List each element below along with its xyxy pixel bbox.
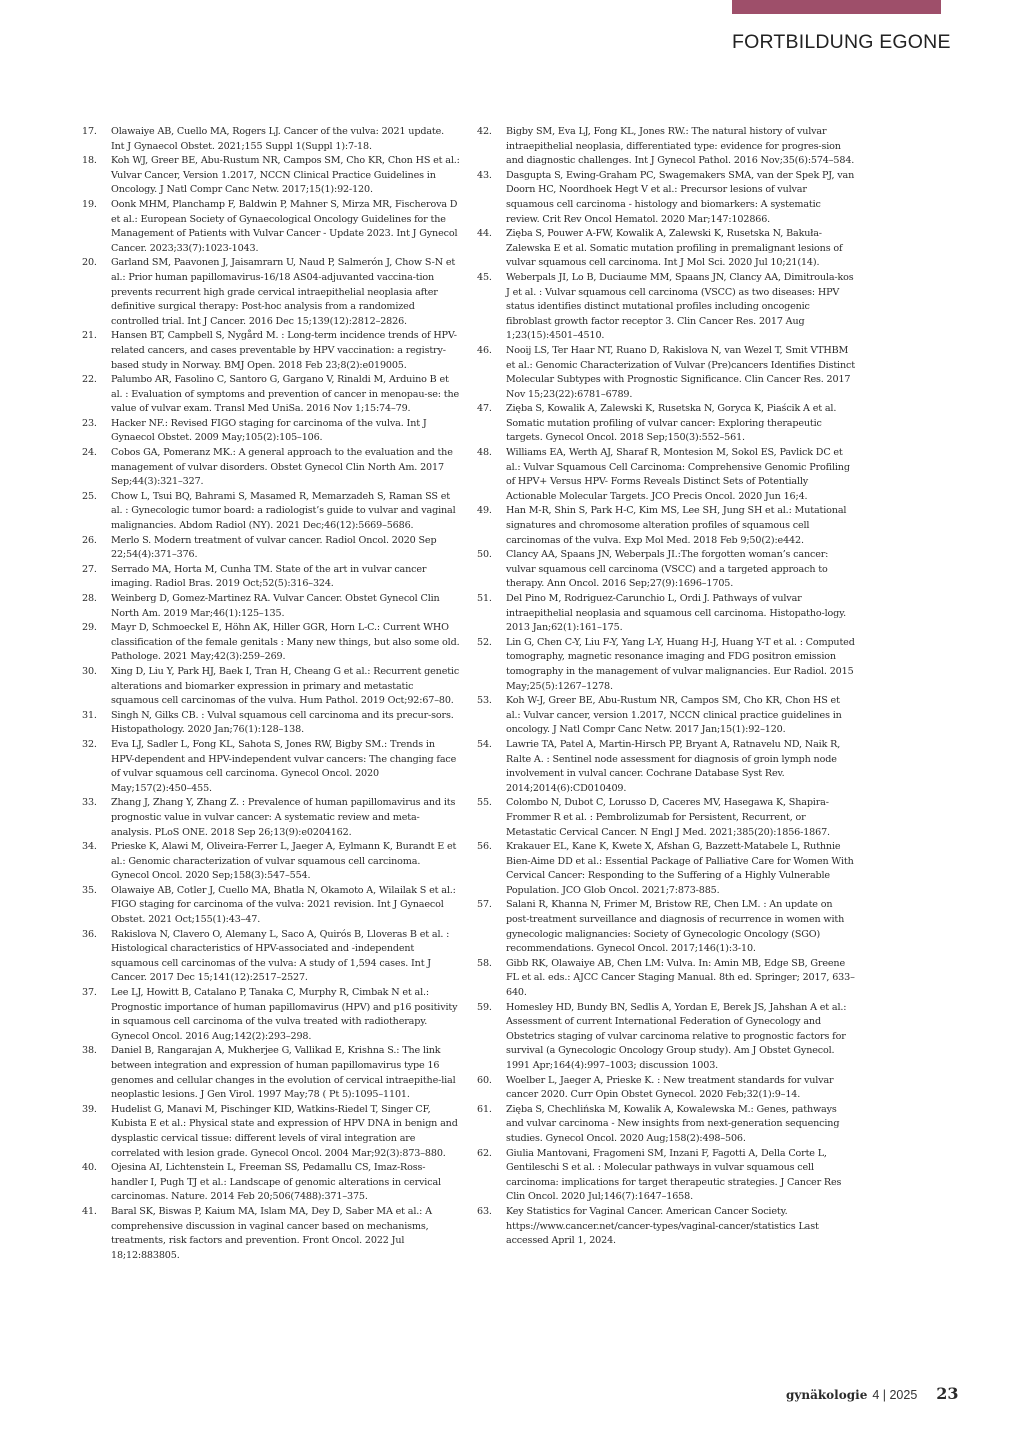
reference-item [82, 256, 460, 329]
reference-text: Colombo N, Dubot C, Lorusso D, Caceres MV, Hasegawa K, Shapira-Frommer R et al. : Pembrolizumab for Persistent, Recurrent, or Metastatic Cervical Cancer. N Engl J Med. 2021;385(20):1856-1867. [506, 797, 830, 838]
reference-number: 40. [82, 1162, 97, 1174]
reference-item [477, 1074, 855, 1103]
reference-text: Olawaiye AB, Cotler J, Cuello MA, Bhatla N, Okamoto A, Wilailak S et al.: FIGO staging for carcinoma of the vulva: 2021 revision. Int J Gynaecol Obstet. 2021 Oct;155(1):43–47. [111, 884, 456, 926]
reference-item [82, 665, 460, 709]
reference-item [477, 1103, 855, 1147]
reference-text: Rakislova N, Clavero O, Alemany L, Saco A, Quirós B, Lloveras B et al. : Histological characteristics of HPV-associated and -independent squamous cell carcinomas of the vulva: A study of 1,594 cases. Int J Cancer. 2017 Dec 15;141(12):2517–2527. [111, 928, 450, 984]
reference-text: Lee LJ, Howitt B, Catalano P, Tanaka C, Murphy R, Cimbak N et al.: Prognostic importance of human papillomavirus (HPV) and p16 positivity in squamous cell carcinoma of the vulva treated with radiotherapy. Gynecol Oncol. 2016 Aug;142(2):293–298. [111, 987, 458, 1042]
reference-text: Homesley HD, Bundy BN, Sedlis A, Yordan E, Berek JS, Jahshan A et al.: Assessment of current International Federation of Gynecology and Obstetrics staging of vulvar carcinoma relative to prognostic factors for survival (a Gynecologic Oncology Group study). Am J Obstet Gynecol. 1991 Apr;164(4):997–1003; discussion 1003. [506, 1001, 847, 1071]
reference-number: 51. [477, 593, 492, 604]
reference-item [82, 986, 460, 1044]
reference-text: Dasgupta S, Ewing-Graham PC, Swagemakers SMA, van der Spek PJ, van Doorn HC, Noordhoek Hegt V et al.: Precursor lesions of vulvar squamous cell carcinoma - histology and biomarkers: A systematic review. Crit Rev Oncol Hematol. 2020 Mar;147:102866. [506, 169, 855, 225]
reference-text: Chow L, Tsui BQ, Bahrami S, Masamed R, Memarzadeh S, Raman SS et al. : Gynecologic tumor board: a radiologist’s guide to vulvar and vaginal malignancies. Abdom Radiol (NY). 2021 Dec;46(12):5669–5686. [111, 490, 456, 532]
reference-number: 27. [82, 563, 97, 575]
reference-item [477, 796, 855, 840]
reference-number: 49. [477, 505, 492, 517]
reference-item [477, 169, 855, 227]
reference-item [82, 840, 460, 884]
reference-item [82, 198, 460, 256]
page-footer [786, 1384, 959, 1403]
reference-item [477, 227, 855, 271]
reference-item [477, 592, 855, 636]
reference-number: 52. [477, 636, 492, 648]
reference-item [477, 1205, 855, 1249]
reference-item [477, 636, 855, 694]
reference-item [82, 621, 460, 665]
reference-number: 57. [477, 899, 492, 911]
reference-text: Serrado MA, Horta M, Cunha TM. State of the art in vulvar cancer imaging. Radiol Bras. 2019 Oct;52(5):316–324. [111, 563, 427, 590]
references-right-column [477, 125, 855, 1249]
reference-number: 24. [82, 447, 97, 459]
reference-number: 63. [477, 1205, 492, 1217]
reference-text: Del Pino M, Rodriguez-Carunchio L, Ordi J. Pathways of vulvar intraepithelial neoplasia and squamous cell carcinoma. Histopatho-logy. 2013 Jan;62(1):161–175. [506, 593, 847, 634]
reference-item [82, 1161, 460, 1205]
reference-text: Olawaiye AB, Cuello MA, Rogers LJ. Cancer of the vulva: 2021 update. Int J Gynaecol Obstet. 2021;155 Suppl 1(Suppl 1):7-18. [111, 126, 445, 152]
reference-item [82, 738, 460, 796]
reference-number: 26. [82, 534, 97, 546]
reference-item [82, 154, 460, 198]
reference-item [82, 928, 460, 986]
reference-text: Mayr D, Schmoeckel E, Höhn AK, Hiller GGR, Horn L-C.: Current WHO classification of the female genitals : Many new things, but also some old. Pathologe. 2021 May;42(3):259–269. [111, 622, 460, 663]
reference-text: Han M-R, Shin S, Park H-C, Kim MS, Lee SH, Jung SH et al.: Mutational signatures and chromosome alteration profiles of squamous cell carcinomas of the vulva. Exp Mol Med. 2018 Feb 9;50(2):e442. [506, 505, 847, 546]
reference-item [82, 796, 460, 840]
reference-text: Zhang J, Zhang Y, Zhang Z. : Prevalence of human papillomavirus and its prognostic value in vulvar cancer: A systematic review and meta-analysis. PLoS ONE. 2018 Sep 26;13(9):e0204162. [111, 797, 456, 838]
reference-item [477, 898, 855, 956]
reference-item [477, 738, 855, 796]
reference-number: 55. [477, 797, 492, 809]
section-title: FORTBILDUNG EGONE [732, 31, 951, 53]
reference-item [82, 417, 460, 446]
reference-item [477, 957, 855, 1001]
reference-number: 42. [477, 126, 492, 137]
reference-item [477, 694, 855, 738]
reference-item [477, 271, 855, 344]
reference-number: 33. [82, 797, 97, 809]
reference-text: Xing D, Liu Y, Park HJ, Baek I, Tran H, Cheang G et al.: Recurrent genetic alterations and biomarker expression in primary and metastatic squamous cell carcinomas of the vulva. Hum Pathol. 2019 Oct;92:67–80. [111, 665, 460, 707]
reference-item [82, 373, 460, 417]
reference-number: 34. [82, 841, 97, 853]
reference-number: 32. [82, 738, 97, 750]
reference-text: Singh N, Gilks CB. : Vulval squamous cell carcinoma and its precur-sors. Histopathology. 2020 Jan;76(1):128–138. [111, 709, 454, 736]
reference-number: 62. [477, 1147, 492, 1159]
reference-number: 22. [82, 374, 97, 386]
reference-item [82, 1205, 460, 1263]
reference-text: Daniel B, Rangarajan A, Mukherjee G, Vallikad E, Krishna S.: The link between integration and expression of human papillomavirus type 16 genomes and cellular changes in the evolution of cervical intraepithe-lial neoplastic lesions. J Gen Virol. 1997 May;78 ( Pt 5):1095–1101. [111, 1045, 456, 1101]
reference-text: Palumbo AR, Fasolino C, Santoro G, Gargano V, Rinaldi M, Arduino B et al. : Evaluation of symptoms and prevention of cancer in menopau-se: the value of vulvar exam. Transl Med UniSa. 2016 Nov 1;15:74–79. [111, 374, 460, 415]
reference-item [477, 840, 855, 898]
reference-item [477, 344, 855, 402]
reference-number: 41. [82, 1205, 97, 1217]
reference-text: Koh WJ, Greer BE, Abu-Rustum NR, Campos SM, Cho KR, Chon HS et al.: Vulvar Cancer, Version 1.2017, NCCN Clinical Practice Guidelines in Oncology. J Natl Compr Canc Netw. 2017;15(1):92-120. [111, 155, 460, 196]
reference-text: Lawrie TA, Patel A, Martin-Hirsch PP, Bryant A, Ratnavelu ND, Naik R, Ralte A. : Sentinel node assessment for diagnosis of groin lymph node involvement in vulval cancer. Cochrane Database Syst Rev. 2014;2014(6):CD010409. [506, 738, 841, 794]
reference-number: 61. [477, 1103, 492, 1115]
reference-number: 18. [82, 155, 97, 167]
reference-text: Key Statistics for Vaginal Cancer. American Cancer Society. https://www.cancer.net/cancer-types/vaginal-cancer/statistics Last accessed April 1, 2024. [506, 1205, 819, 1247]
journal-issue: 4 | 2025 [872, 1388, 918, 1402]
reference-item [82, 329, 460, 373]
reference-text: Salani R, Khanna N, Frimer M, Bristow RE, Chen LM. : An update on post-treatment surveillance and diagnosis of recurrence in women with gynecologic malignancies: Society of Gynecologic Oncology (SGO) recommendations. Gynecol Oncol. 2017;146(1):3-10. [506, 899, 845, 955]
reference-text: Zięba S, Pouwer A-FW, Kowalik A, Zalewski K, Rusetska N, Bakuła-Zalewska E et al. Somatic mutation profiling in premalignant lesions of vulvar squamous cell carcinoma. Int J Mol Sci. 2020 Jul 10;21(14). [506, 228, 843, 269]
reference-item [477, 504, 855, 548]
reference-number: 45. [477, 271, 492, 283]
reference-number: 21. [82, 330, 97, 342]
reference-text: Garland SM, Paavonen J, Jaisamrarn U, Naud P, Salmerón J, Chow S-N et al.: Prior human papillomavirus-16/18 AS04-adjuvanted vaccina-tion prevents recurrent high grade cervical intraepithelial neoplasia after definitive surgical therapy: Post-hoc analysis from a randomized controlled trial. Int J Cancer. 2016 Dec 15;139(12):2812–2826. [111, 257, 456, 327]
reference-number: 31. [82, 709, 97, 721]
reference-number: 28. [82, 593, 97, 604]
reference-number: 20. [82, 257, 97, 269]
journal-name: gynäkologie [786, 1388, 868, 1402]
reference-number: 50. [477, 549, 492, 561]
reference-item [82, 446, 460, 490]
references-left-column [82, 125, 460, 1263]
reference-number: 43. [477, 169, 492, 181]
reference-number: 19. [82, 198, 97, 210]
reference-number: 60. [477, 1074, 492, 1086]
reference-item [82, 490, 460, 534]
header-accent-bar [732, 0, 941, 14]
reference-text: Oonk MHM, Planchamp F, Baldwin P, Mahner S, Mirza MR, Fischerova D et al.: European Society of Gynaecological Oncology Guidelines for the Management of Patients with Vulvar Cancer - Update 2023. Int J Gynecol Cancer. 2023;33(7):1023-1043. [111, 198, 458, 254]
reference-text: Woelber L, Jaeger A, Prieske K. : New treatment standards for vulvar cancer 2020. Curr Opin Obstet Gynecol. 2020 Feb;32(1):9–14. [506, 1074, 834, 1101]
reference-item [477, 548, 855, 592]
reference-text: Ojesina AI, Lichtenstein L, Freeman SS, Pedamallu CS, Imaz-Ross-handler I, Pugh TJ et al.: Landscape of genomic alterations in cervical carcinomas. Nature. 2014 Feb 20;506(7488):371–375. [111, 1162, 441, 1203]
reference-text: Koh W-J, Greer BE, Abu-Rustum NR, Campos SM, Cho KR, Chon HS et al.: Vulvar cancer, version 1.2017, NCCN clinical practice guidelines in oncology. J Natl Compr Canc Netw. 2017 Jan;15(1):92–120. [506, 695, 842, 736]
reference-number: 59. [477, 1001, 492, 1013]
reference-text: Williams EA, Werth AJ, Sharaf R, Montesion M, Sokol ES, Pavlick DC et al.: Vulvar Squamous Cell Carcinoma: Comprehensive Genomic Profiling of HPV+ Versus HPV- Forms Reveals Distinct Sets of Potentially Actionable Molecular Targets. JCO Precis Oncol. 2020 Jun 16;4. [506, 447, 850, 502]
reference-text: Cobos GA, Pomeranz MK.: A general approach to the evaluation and the management of vulvar disorders. Obstet Gynecol Clin North Am. 2017 Sep;44(3):321–327. [111, 447, 453, 488]
reference-text: Lin G, Chen C-Y, Liu F-Y, Yang L-Y, Huang H-J, Huang Y-T et al. : Computed tomography, magnetic resonance imaging and FDG positron emission tomography in the management of vulvar malignancies. Eur Radiol. 2015 May;25(5):1267–1278. [506, 636, 855, 692]
reference-number: 30. [82, 665, 97, 677]
reference-item [477, 402, 855, 446]
reference-item [477, 1147, 855, 1205]
reference-text: Zięba S, Kowalik A, Zalewski K, Rusetska N, Goryca K, Piaścik A et al. Somatic mutation profiling of vulvar cancer: Exploring therapeutic targets. Gynecol Oncol. 2018 Sep;150(3):552–561. [506, 403, 837, 444]
reference-number: 47. [477, 403, 492, 415]
reference-text: Bigby SM, Eva LJ, Fong KL, Jones RW.: The natural history of vulvar intraepithelial neoplasia, differentiated type: evidence for progres-sion and diagnostic challenges. Int J Gynecol Pathol. 2016 Nov;35(6):574–584. [506, 126, 855, 167]
reference-item [82, 563, 460, 592]
reference-number: 29. [82, 622, 97, 634]
reference-item [82, 1044, 460, 1102]
reference-text: Baral SK, Biswas P, Kaium MA, Islam MA, Dey D, Saber MA et al.: A comprehensive discussion in vaginal cancer based on mechanisms, treatments, risk factors and prevention. Front Oncol. 2022 Jul 18;12:883805. [111, 1205, 432, 1261]
reference-number: 58. [477, 957, 492, 969]
reference-text: Clancy AA, Spaans JN, Weberpals JI.:The forgotten woman’s cancer: vulvar squamous cell carcinoma (VSCC) and a targeted approach to therapy. Ann Oncol. 2016 Sep;27(9):1696–1705. [506, 549, 829, 590]
reference-text: Zięba S, Chechlińska M, Kowalik A, Kowalewska M.: Genes, pathways and vulvar carcinoma - New insights from next-generation sequencing studies. Gynecol Oncol. 2020 Aug;158(2):498–506. [506, 1103, 840, 1144]
reference-text: Eva LJ, Sadler L, Fong KL, Sahota S, Jones RW, Bigby SM.: Trends in HPV-dependent and HPV-independent vulvar cancers: The changing face of vulvar squamous cell carcinoma. Gynecol Oncol. 2020 May;157(2):450–455. [111, 738, 457, 794]
reference-item [82, 884, 460, 928]
page-number: 23 [936, 1384, 959, 1403]
reference-number: 56. [477, 841, 492, 853]
reference-text: Nooij LS, Ter Haar NT, Ruano D, Rakislova N, van Wezel T, Smit VTHBM et al.: Genomic Characterization of Vulvar (Pre)cancers Identifies Distinct Molecular Subtypes with Prognostic Significance. Clin Cancer Res. 2017 Nov 15;23(22):6781–6789. [506, 344, 855, 400]
reference-item [477, 125, 855, 169]
reference-text: Giulia Mantovani, Fragomeni SM, Inzani F, Fagotti A, Della Corte L, Gentileschi S et al. : Molecular pathways in vulvar squamous cell carcinoma: implications for target therapeutic strategies. J Cancer Res Clin Oncol. 2020 Jul;146(7):1647–1658. [506, 1147, 842, 1203]
reference-number: 37. [82, 987, 97, 999]
reference-item [82, 1103, 460, 1161]
reference-number: 23. [82, 417, 97, 429]
reference-text: Gibb RK, Olawaiye AB, Chen LM: Vulva. In: Amin MB, Edge SB, Greene FL et al. eds.: AJCC Cancer Staging Manual. 8th ed. Springer; 2017, 633–640. [506, 957, 855, 999]
reference-number: 48. [477, 447, 492, 459]
reference-number: 39. [82, 1103, 97, 1115]
reference-item [477, 446, 855, 504]
reference-item [82, 592, 460, 621]
reference-text: Prieske K, Alawi M, Oliveira-Ferrer L, Jaeger A, Eylmann K, Burandt E et al.: Genomic characterization of vulvar squamous cell carcinoma. Gynecol Oncol. 2020 Sep;158(3):547–554. [111, 841, 457, 882]
reference-text: Hansen BT, Campbell S, Nygård M. : Long-term incidence trends of HPV-related cancers, and cases preventable by HPV vaccination: a registry-based study in Norway. BMJ Open. 2018 Feb 23;8(2):e019005. [111, 330, 457, 371]
reference-text: Krakauer EL, Kane K, Kwete X, Afshan G, Bazzett-Matabele L, Ruthnie Bien-Aime DD et al.: Essential Package of Palliative Care for Women With Cervical Cancer: Responding to the Suffering of a Highly Vulnerable Population. JCO Glob Oncol. 2021;7:873-885. [506, 841, 854, 896]
reference-number: 17. [82, 126, 97, 137]
reference-number: 44. [477, 228, 492, 240]
reference-number: 36. [82, 928, 97, 940]
reference-text: Weinberg D, Gomez-Martinez RA. Vulvar Cancer. Obstet Gynecol Clin North Am. 2019 Mar;46(1):125–135. [111, 593, 440, 619]
reference-item [82, 709, 460, 738]
reference-text: Hacker NF.: Revised FIGO staging for carcinoma of the vulva. Int J Gynaecol Obstet. 2009 May;105(2):105–106. [111, 417, 427, 444]
reference-number: 25. [82, 490, 97, 502]
reference-text: Merlo S. Modern treatment of vulvar cancer. Radiol Oncol. 2020 Sep 22;54(4):371–376. [111, 534, 437, 561]
reference-number: 46. [477, 344, 492, 356]
reference-text: Weberpals JI, Lo B, Duciaume MM, Spaans JN, Clancy AA, Dimitroula-kos J et al. : Vulvar squamous cell carcinoma (VSCC) as two diseases: HPV status identifies distinct mutational profiles including oncogenic fibroblast growth factor receptor 3. Clin Cancer Res. 2017 Aug 1;23(15):4501–4510. [506, 271, 854, 342]
reference-item [82, 125, 460, 154]
reference-item [477, 1001, 855, 1074]
reference-number: 35. [82, 884, 97, 896]
reference-number: 54. [477, 738, 492, 750]
reference-number: 38. [82, 1045, 97, 1057]
reference-item [82, 534, 460, 563]
reference-text: Hudelist G, Manavi M, Pischinger KID, Watkins-Riedel T, Singer CF, Kubista E et al.: Physical state and expression of HPV DNA in benign and dysplastic cervical tissue: different levels of viral integration are correlated with lesion grade. Gynecol Oncol. 2004 Mar;92(3):873–880. [111, 1103, 458, 1159]
reference-number: 53. [477, 695, 492, 707]
